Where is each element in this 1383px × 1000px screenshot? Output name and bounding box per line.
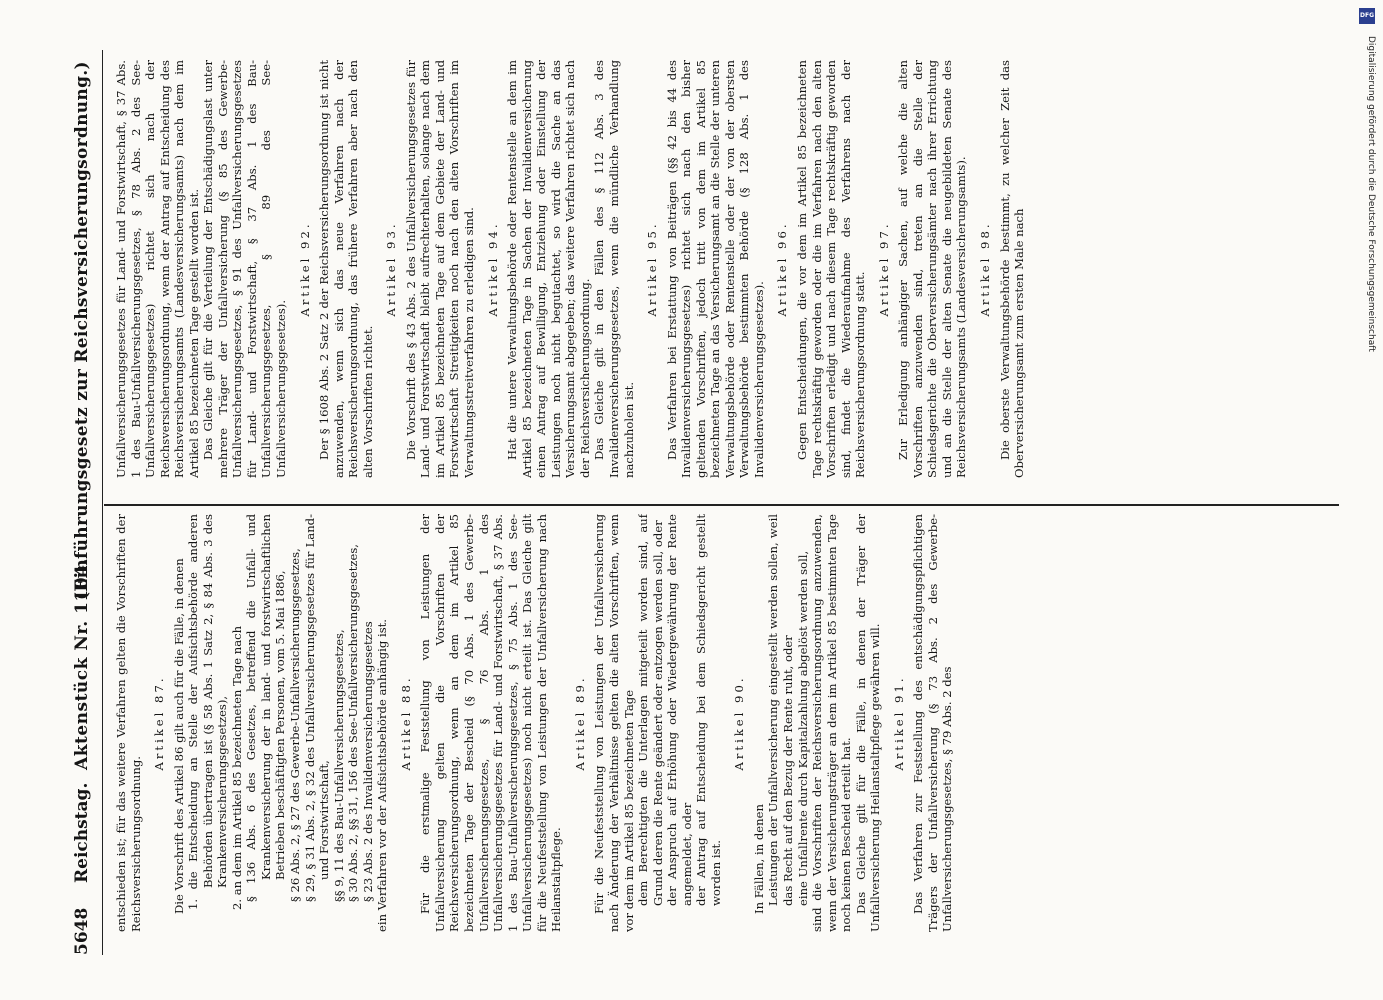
list-item: der Antrag auf Entscheidung bei dem Schiedsgericht gestellt worden ist. bbox=[694, 514, 723, 906]
paragraph: Das Verfahren bei Erstattung von Beiträgen (§§ 42 bis 44 des Invalidenversicherungsgesetzes) richtet sich nach den bisher geltenden Vorschriften, jedoch tritt von dem im Artikel 85 bezeichneten Tage an das Versicherungsamt an die Stelle der unteren Verwaltungsbehörde oder Rentenstelle oder der von der obersten Verwaltungsbehörde bestimmten Behörde (§ 128 Abs. 1 des Invalidenversicherungsgesetzes). bbox=[664, 60, 766, 478]
paragraph: Das Gleiche gilt für die Fälle, in denen der Träger der Unfallversicherung Heilanstaltpflege gewähren will. bbox=[853, 514, 883, 932]
article-heading: Artikel 94. bbox=[485, 221, 500, 317]
paragraph: Das Gleiche gilt für die Verteilung der Entschädigungslast unter mehrere Träger der Unfallversicherung (§ 85 des Gewerbe-Unfallversicherungsgesetzes, § 91 des Unfallversicherungsgesetzes für Land- und Forstwirtschaft, § 37 Abs. 1 des Bau-Unfallversicherungsgesetzes, § 89 des See-Unfallversicherungsgesetzes). bbox=[201, 60, 289, 478]
sub-list-item: § 136 Abs. 6 des Gesetzes, betreffend die Unfall- und Krankenversicherung der in land- und forstwirtschaftlichen Betrieben beschäftigten Personen, vom 5. Mai 1886, bbox=[244, 514, 288, 902]
paragraph: ein Verfahren vor der Aufsichtsbehörde anhängig ist. bbox=[375, 619, 390, 932]
sub-list-item: § 23 Abs. 2 des Invalidenversicherungsgesetzes bbox=[360, 621, 375, 902]
article-heading: Artikel 92. bbox=[297, 221, 312, 317]
list-item: der Anspruch auf Erhöhung oder Wiedergewährung der Rente angemeldet, oder bbox=[665, 514, 694, 906]
paragraph: Zur Erledigung anhängiger Sachen, auf welche die alten Vorschriften anzuwenden sind, treten an die Stelle der Schiedsgerichte die Oberversicherungsämter nach ihrer Errichtung und an die Stelle der alten Senate die neugebildeten Senate des Reichsversicherungsamts (Landesversicherungsamts). bbox=[896, 60, 969, 478]
list-item: Leistungen der Unfallversicherung eingestellt werden sollen, weil das Recht auf den Bezug der Rente ruht, oder bbox=[766, 514, 795, 906]
article-heading: Artikel 88. bbox=[398, 675, 413, 771]
paragraph: Die Vorschrift des § 43 Abs. 2 des Unfallversicherungsgesetzes für Land- und Forstwirtschaft bleibt aufrechterhalten, solange nach dem im Artikel 85 bezeichneten Tage auf dem Gebiete der Land- und Forstwirtschaft Streitigkeiten noch nach den alten Vorschriften im Verwaltungsstreitverfahren zu erledigen sind. bbox=[403, 60, 477, 478]
article-heading: Artikel 89. bbox=[572, 675, 587, 771]
paragraph: Unfallversicherungsgesetzes für Land- und Forstwirtschaft, § 37 Abs. 1 des Bau-Unfallversicherungsgesetzes, § 78 Abs. 2 des See-Unfallversicherungsgesetzes) richtet sich nach der Reichsversicherungsordnung, wenn der Antrag auf Entscheidung des Reichsversicherungsamts (Landesversicherungsamts) nach dem im Artikel 85 bezeichneten Tage gestellt worden ist. bbox=[114, 60, 201, 478]
article-heading: Artikel 95. bbox=[645, 221, 660, 317]
paragraph: Die oberste Verwaltungsbehörde bestimmt, zu welcher Zeit das Oberversicherungsamt zum ersten Male nach bbox=[997, 60, 1027, 478]
paragraph: Das Verfahren zur Feststellung des entschädigungspflichtigen Trägers der Unfallversicherung (§ 73 Abs. 2 des Gewerbe-Unfallversicherungsgesetzes, § 79 Abs. 2 des bbox=[911, 514, 955, 932]
list-item: 2. an dem im Artikel 85 bezeichneten Tage nach bbox=[229, 625, 244, 910]
article-heading: Artikel 97. bbox=[876, 221, 891, 317]
paragraph: Der § 1608 Abs. 2 Satz 2 der Reichsversicherungsordnung ist nicht anzuwenden, wenn sich das neue Verfahren nach der Reichsversicherungsordnung, das frühere Verfahren aber nach den alten Vorschriften richtet. bbox=[317, 60, 375, 478]
paragraph: Für die Neufeststellung von Leistungen der Unfallversicherung nach Änderung der Verhältnisse gelten die alten Vorschriften, wenn vor dem im Artikel 85 bezeichneten Tage bbox=[592, 514, 636, 932]
list-item: dem Berechtigten die Unterlagen mitgeteilt worden sind, auf Grund deren die Rente geändert oder entzogen werden soll, oder bbox=[636, 514, 665, 906]
paragraph: Hat die untere Verwaltungsbehörde oder Rentenstelle an dem im Artikel 85 bezeichneten Tage in Sachen der Invalidenversicherung einen Antrag auf Bewilligung, Entziehung oder Einstellung der Leistungen noch nicht begutachtet, so wird die Sache an das Versicherungsamt abgegeben; das weitere Verfahren richtet sich nach der Reichsversicherungsordnung. bbox=[505, 60, 592, 478]
header-title: (Einführungsgesetz zur Reichsversicherungsordnung.) bbox=[72, 61, 92, 600]
article-heading: Artikel 98. bbox=[977, 221, 992, 317]
paragraph: In Fällen, in denen bbox=[751, 804, 766, 914]
article-heading: Artikel 90. bbox=[732, 675, 747, 771]
article-heading: Artikel 87. bbox=[152, 675, 167, 771]
right-column bbox=[114, 60, 1334, 478]
paragraph: Das Gleiche gilt in den Fällen des § 112 Abs. 3 des Invalidenversicherungsgesetzes, wenn die mündliche Verhandlung nachzuholen ist. bbox=[592, 60, 636, 478]
paragraph: Für die erstmalige Feststellung von Leistungen der Unfallversicherung gelten die Vorschriften der Reichsversicherungsordnung, wenn an dem im Artikel 85 bezeichneten Tage der Bescheid (§ 70 Abs. 1 des Gewerbe-Unfallversicherungsgesetzes, § 76 Abs. 1 des Unfallversicherungsgesetzes für Land- und Forstwirtschaft, § 37 Abs. 1 des Bau-Unfallversicherungsgesetzes, § 75 Abs. 1 des See-Unfallversicherungsgesetzes) noch nicht erteilt ist. Das Gleiche gilt für die Neufeststellung von Leistungen der Unfallversicherung nach Heilanstaltpflege. bbox=[418, 514, 564, 932]
article-heading: Artikel 96. bbox=[775, 221, 790, 317]
digitization-credit: Digitalisierung gefördert durch die Deutsche Forschungsgemeinschaft bbox=[1366, 36, 1376, 352]
sub-list-item: § 26 Abs. 2, § 27 des Gewerbe-Unfallversicherungsgesetzes, bbox=[288, 548, 303, 902]
list-item: eine Unfallrente durch Kapitalzahlung abgelöst werden soll, bbox=[795, 550, 810, 906]
paragraph: Gegen Entscheidungen, die vor dem im Artikel 85 bezeichneten Tage rechtskräftig geworden oder die im Verfahren nach den alten Vorschriften erledigt und nach diesem Tage rechtskräftig geworden sind, findet die Wiederaufnahme des Verfahrens nach der Reichsversicherungsordnung statt. bbox=[794, 60, 868, 478]
header-document-number: Aktenstück Nr. 1104. bbox=[72, 558, 92, 770]
paragraph: Die Vorschrift des Artikel 86 gilt auch für die Fälle, in denen bbox=[171, 558, 186, 914]
header-reichstag: Reichstag. bbox=[72, 782, 92, 883]
sub-list-item: § 29, § 31 Abs. 2, § 32 des Unfallversicherungsgesetzes für Land- und Forstwirtschaft, bbox=[302, 514, 332, 902]
page-header bbox=[62, 50, 103, 955]
article-heading: Artikel 93. bbox=[384, 221, 399, 317]
article-heading: Artikel 91. bbox=[891, 675, 906, 771]
page-number: 5648 bbox=[72, 907, 92, 955]
paragraph: entschieden ist; für das weitere Verfahren gelten die Vorschriften der Reichsversicherungsordnung. bbox=[114, 514, 143, 932]
sub-list-item: § 30 Abs. 2, §§ 31, 156 des See-Unfallversicherungsgesetzes, bbox=[346, 544, 361, 902]
column-divider bbox=[104, 505, 1339, 507]
sub-list-item: §§ 9, 11 des Bau-Unfallversicherungsgesetzes, bbox=[331, 629, 346, 902]
left-column bbox=[114, 514, 1334, 932]
paragraph: sind die Vorschriften der Reichsversicherungsordnung anzuwenden, wenn der Versicherungsträger an dem im Artikel 85 bestimmten Tage noch keinen Bescheid erteilt hat. bbox=[810, 514, 854, 932]
list-item: 1. die Entscheidung an Stelle der Aufsichtsbehörde anderen Behörden übertragen ist (§ 58 Abs. 1 Satz 2, § 84 Abs. 3 des Krankenversicherungsgesetzes), bbox=[186, 514, 230, 910]
dfg-logo: DFG bbox=[1359, 8, 1375, 24]
